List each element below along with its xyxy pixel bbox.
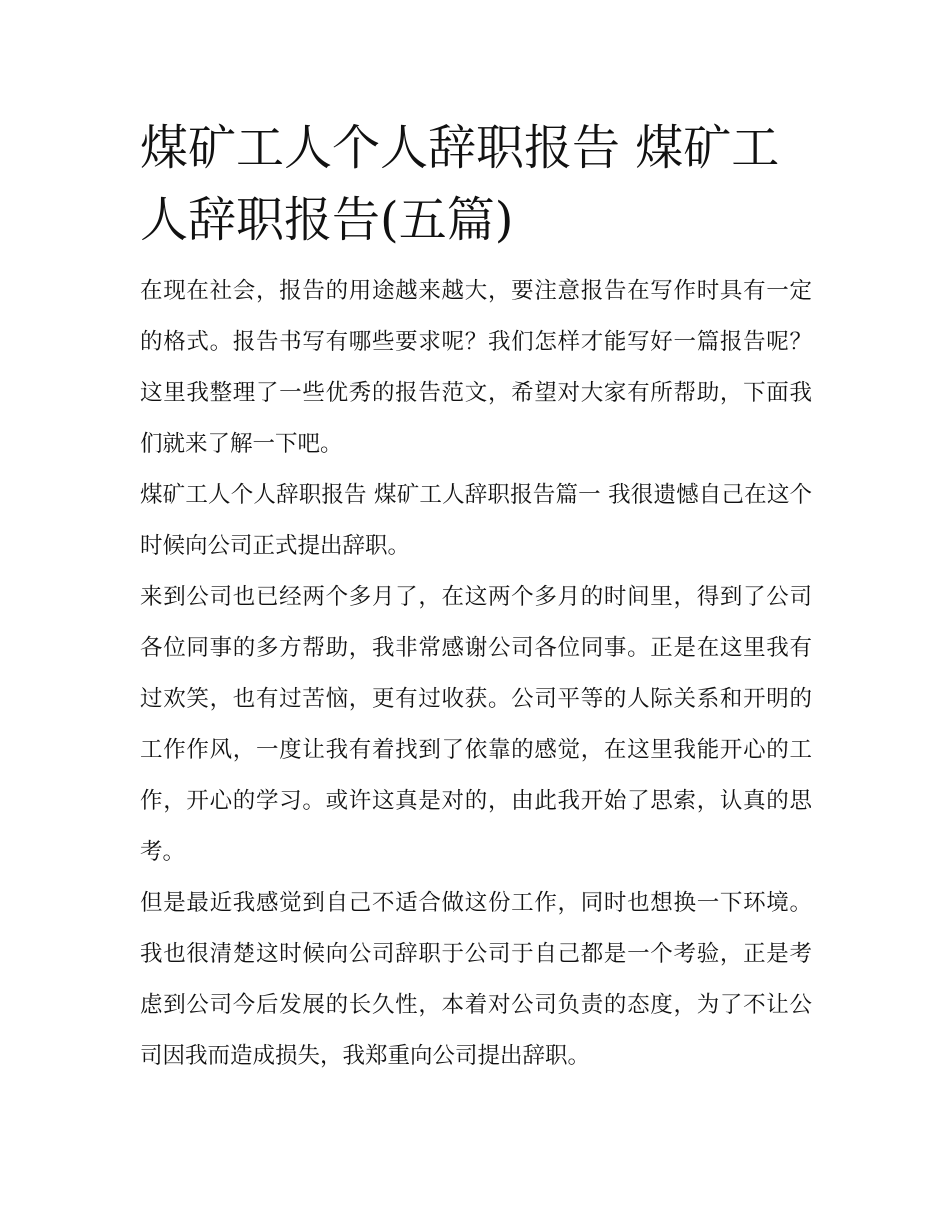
paragraph-section-heading: 煤矿工人个人辞职报告 煤矿工人辞职报告篇一 我很遗憾自己在这个时候向公司正式提出辞职。	[140, 482, 812, 559]
paragraph-intro: 在现在社会，报告的用途越来越大，要注意报告在写作时具有一定的格式。报告书写有哪些要求呢？我们怎样才能写好一篇报告呢？这里我整理了一些优秀的报告范文，希望对大家有所帮助，下面我们就来了解一下吧。	[140, 278, 812, 457]
document-body	[140, 112, 812, 1082]
paragraph-body-2: 但是最近我感觉到自己不适合做这份工作，同时也想换一下环境。我也很清楚这时候向公司辞职于公司于自己都是一个考验，正是考虑到公司今后发展的长久性，本着对公司负责的态度，为了不让公司因我而造成损失，我郑重向公司提出辞职。	[140, 890, 812, 1069]
paragraph-body-1: 来到公司也已经两个多月了，在这两个多月的时间里，得到了公司各位同事的多方帮助，我非常感谢公司各位同事。正是在这里我有过欢笑，也有过苦恼，更有过收获。公司平等的人际关系和开明的工作作风，一度让我有着找到了依靠的感觉，在这里我能开心的工作，开心的学习。或许这真是对的，由此我开始了思索，认真的思考。	[140, 584, 812, 865]
document-title: 煤矿工人个人辞职报告 煤矿工人辞职报告(五篇)	[140, 120, 780, 248]
